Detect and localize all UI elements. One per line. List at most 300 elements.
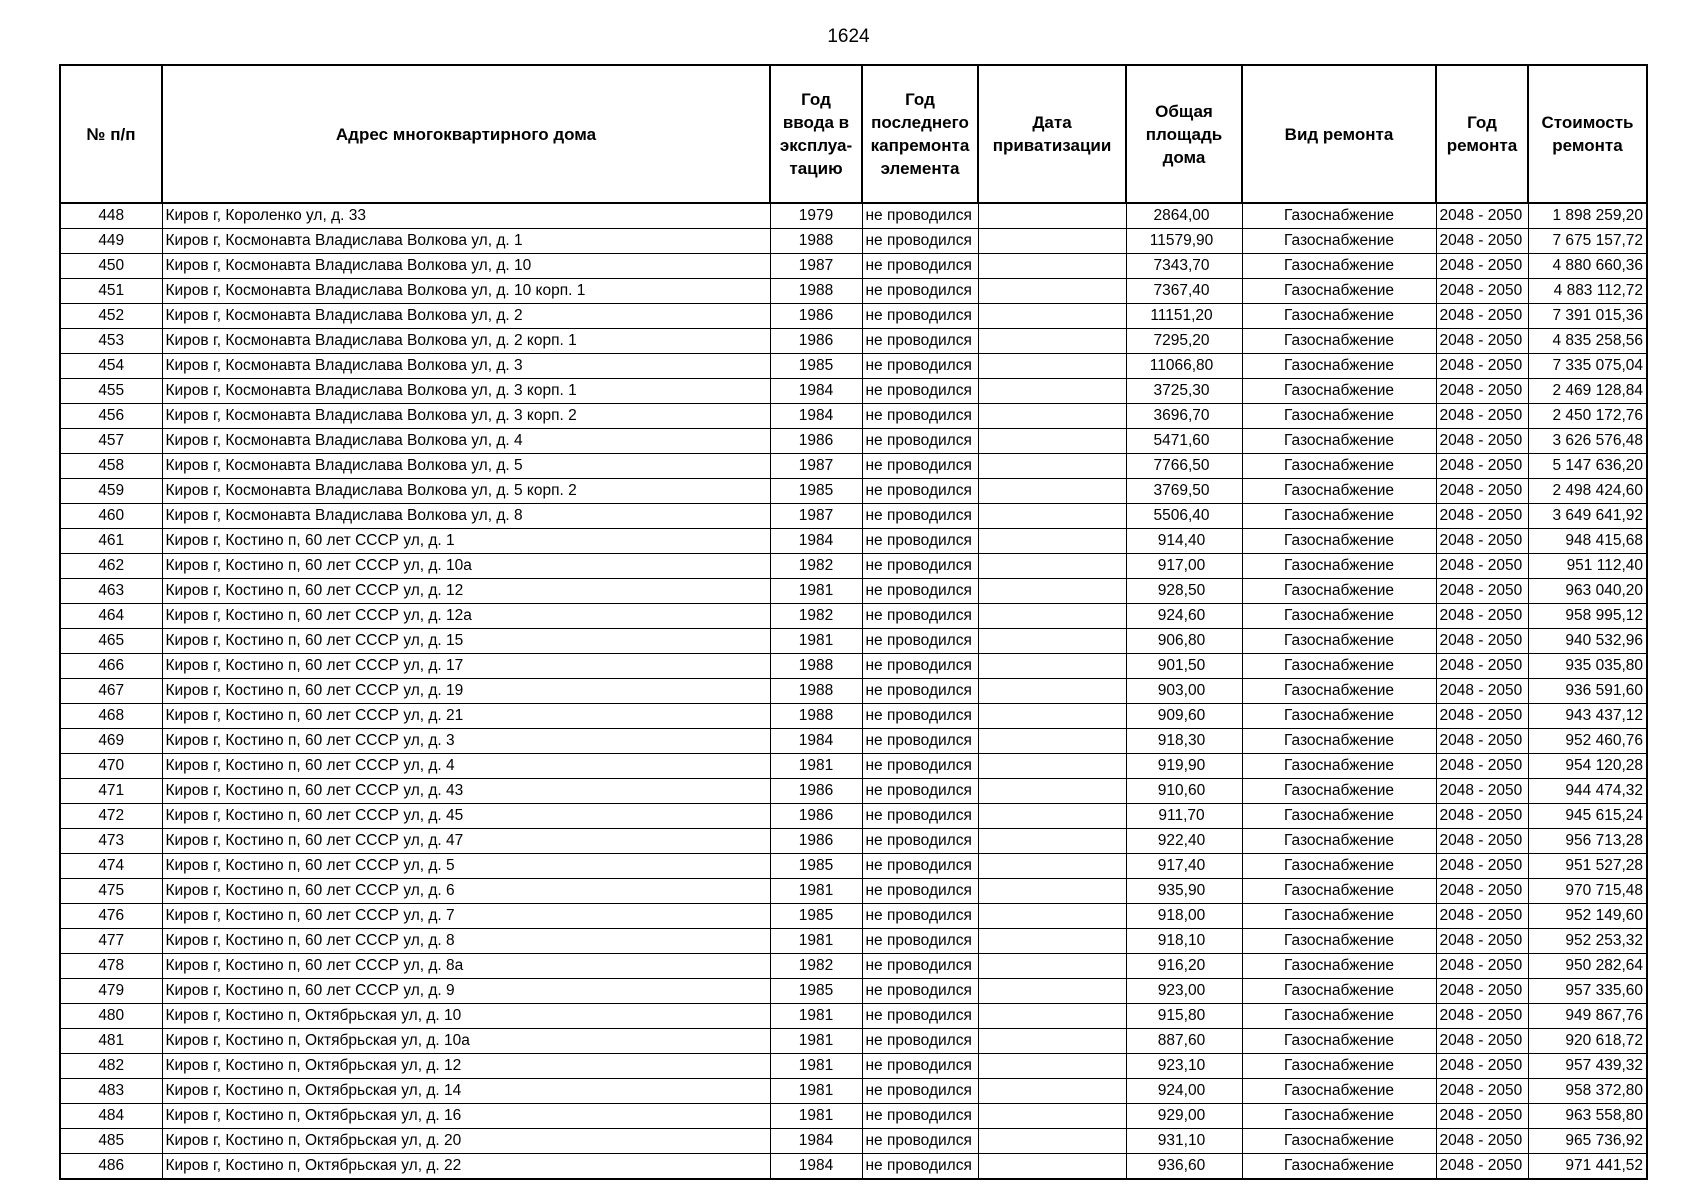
cell-cost: 951 112,40	[1528, 554, 1647, 579]
cell-privatization	[978, 904, 1126, 929]
cell-privatization	[978, 979, 1126, 1004]
cell-repair-type: Газоснабжение	[1242, 504, 1436, 529]
cell-cost: 3 626 576,48	[1528, 429, 1647, 454]
cell-cost: 956 713,28	[1528, 829, 1647, 854]
cell-address: Киров г, Костино п, 60 лет СССР ул, д. 1	[162, 529, 770, 554]
cell-address: Киров г, Костино п, Октябрьская ул, д. 10	[162, 1004, 770, 1029]
cell-repair-year: 2048 - 2050	[1436, 1079, 1528, 1104]
cell-last-repair: не проводился	[862, 354, 978, 379]
cell-address: Киров г, Космонавта Владислава Волкова ул, д. 2 корп. 1	[162, 329, 770, 354]
cell-repair-type: Газоснабжение	[1242, 354, 1436, 379]
cell-privatization	[978, 704, 1126, 729]
cell-area: 918,00	[1126, 904, 1242, 929]
cell-area: 7295,20	[1126, 329, 1242, 354]
cell-privatization	[978, 329, 1126, 354]
cell-last-repair: не проводился	[862, 379, 978, 404]
cell-last-repair: не проводился	[862, 679, 978, 704]
cell-num: 469	[60, 729, 162, 754]
cell-num: 470	[60, 754, 162, 779]
cell-year-built: 1981	[770, 879, 862, 904]
table-row	[60, 454, 1647, 479]
cell-address: Киров г, Костино п, 60 лет СССР ул, д. 8	[162, 929, 770, 954]
cell-year-built: 1984	[770, 1154, 862, 1180]
header-year-built: Год ввода в эксплуа-тацию	[770, 65, 862, 203]
cell-repair-type: Газоснабжение	[1242, 203, 1436, 229]
cell-repair-type: Газоснабжение	[1242, 1129, 1436, 1154]
cell-last-repair: не проводился	[862, 1104, 978, 1129]
cell-cost: 957 439,32	[1528, 1054, 1647, 1079]
cell-repair-year: 2048 - 2050	[1436, 779, 1528, 804]
cell-privatization	[978, 1004, 1126, 1029]
cell-address: Киров г, Костино п, 60 лет СССР ул, д. 19	[162, 679, 770, 704]
cell-year-built: 1986	[770, 779, 862, 804]
cell-num: 476	[60, 904, 162, 929]
cell-privatization	[978, 804, 1126, 829]
cell-last-repair: не проводился	[862, 779, 978, 804]
cell-year-built: 1985	[770, 354, 862, 379]
cell-repair-year: 2048 - 2050	[1436, 454, 1528, 479]
table-row	[60, 529, 1647, 554]
cell-num: 461	[60, 529, 162, 554]
cell-privatization	[978, 779, 1126, 804]
cell-repair-year: 2048 - 2050	[1436, 429, 1528, 454]
cell-area: 928,50	[1126, 579, 1242, 604]
cell-repair-year: 2048 - 2050	[1436, 1054, 1528, 1079]
cell-last-repair: не проводился	[862, 504, 978, 529]
cell-address: Киров г, Костино п, Октябрьская ул, д. 20	[162, 1129, 770, 1154]
cell-last-repair: не проводился	[862, 929, 978, 954]
cell-privatization	[978, 729, 1126, 754]
table-row	[60, 304, 1647, 329]
cell-privatization	[978, 879, 1126, 904]
cell-year-built: 1987	[770, 504, 862, 529]
cell-last-repair: не проводился	[862, 1154, 978, 1180]
cell-repair-type: Газоснабжение	[1242, 879, 1436, 904]
cell-privatization	[978, 504, 1126, 529]
cell-repair-type: Газоснабжение	[1242, 729, 1436, 754]
cell-repair-type: Газоснабжение	[1242, 279, 1436, 304]
cell-repair-year: 2048 - 2050	[1436, 879, 1528, 904]
cell-repair-type: Газоснабжение	[1242, 529, 1436, 554]
cell-cost: 944 474,32	[1528, 779, 1647, 804]
cell-year-built: 1984	[770, 529, 862, 554]
cell-privatization	[978, 1104, 1126, 1129]
cell-num: 482	[60, 1054, 162, 1079]
cell-num: 453	[60, 329, 162, 354]
cell-address: Киров г, Костино п, Октябрьская ул, д. 14	[162, 1079, 770, 1104]
cell-privatization	[978, 279, 1126, 304]
cell-num: 448	[60, 203, 162, 229]
cell-last-repair: не проводился	[862, 754, 978, 779]
cell-privatization	[978, 604, 1126, 629]
cell-num: 467	[60, 679, 162, 704]
cell-privatization	[978, 429, 1126, 454]
cell-address: Киров г, Костино п, 60 лет СССР ул, д. 43	[162, 779, 770, 804]
cell-year-built: 1981	[770, 1029, 862, 1054]
cell-year-built: 1984	[770, 729, 862, 754]
cell-year-built: 1988	[770, 229, 862, 254]
cell-num: 459	[60, 479, 162, 504]
cell-area: 918,10	[1126, 929, 1242, 954]
cell-area: 3725,30	[1126, 379, 1242, 404]
table-row	[60, 679, 1647, 704]
cell-last-repair: не проводился	[862, 579, 978, 604]
cell-year-built: 1982	[770, 604, 862, 629]
cell-repair-year: 2048 - 2050	[1436, 829, 1528, 854]
cell-last-repair: не проводился	[862, 704, 978, 729]
cell-repair-type: Газоснабжение	[1242, 904, 1436, 929]
cell-area: 916,20	[1126, 954, 1242, 979]
header-area: Общая площадь дома	[1126, 65, 1242, 203]
cell-repair-year: 2048 - 2050	[1436, 354, 1528, 379]
table-row	[60, 804, 1647, 829]
table-row	[60, 929, 1647, 954]
cell-year-built: 1986	[770, 829, 862, 854]
cell-repair-year: 2048 - 2050	[1436, 929, 1528, 954]
cell-year-built: 1986	[770, 304, 862, 329]
cell-last-repair: не проводился	[862, 429, 978, 454]
cell-address: Киров г, Костино п, Октябрьская ул, д. 10а	[162, 1029, 770, 1054]
cell-last-repair: не проводился	[862, 879, 978, 904]
cell-area: 936,60	[1126, 1154, 1242, 1180]
cell-privatization	[978, 404, 1126, 429]
cell-cost: 2 469 128,84	[1528, 379, 1647, 404]
header-repair-type: Вид ремонта	[1242, 65, 1436, 203]
cell-privatization	[978, 679, 1126, 704]
cell-area: 914,40	[1126, 529, 1242, 554]
cell-privatization	[978, 1129, 1126, 1154]
cell-cost: 957 335,60	[1528, 979, 1647, 1004]
cell-cost: 920 618,72	[1528, 1029, 1647, 1054]
table-row	[60, 404, 1647, 429]
cell-last-repair: не проводился	[862, 279, 978, 304]
cell-cost: 5 147 636,20	[1528, 454, 1647, 479]
table-row	[60, 754, 1647, 779]
cell-last-repair: не проводился	[862, 904, 978, 929]
cell-repair-type: Газоснабжение	[1242, 429, 1436, 454]
cell-last-repair: не проводился	[862, 1029, 978, 1054]
cell-repair-year: 2048 - 2050	[1436, 629, 1528, 654]
cell-num: 475	[60, 879, 162, 904]
cell-year-built: 1988	[770, 654, 862, 679]
cell-num: 466	[60, 654, 162, 679]
cell-last-repair: не проводился	[862, 604, 978, 629]
cell-num: 478	[60, 954, 162, 979]
cell-year-built: 1984	[770, 379, 862, 404]
cell-privatization	[978, 229, 1126, 254]
cell-privatization	[978, 379, 1126, 404]
cell-repair-type: Газоснабжение	[1242, 1004, 1436, 1029]
cell-address: Киров г, Костино п, 60 лет СССР ул, д. 21	[162, 704, 770, 729]
cell-repair-year: 2048 - 2050	[1436, 1004, 1528, 1029]
cell-repair-year: 2048 - 2050	[1436, 304, 1528, 329]
cell-repair-year: 2048 - 2050	[1436, 729, 1528, 754]
cell-year-built: 1987	[770, 254, 862, 279]
header-repair-year: Год ремонта	[1436, 65, 1528, 203]
cell-area: 901,50	[1126, 654, 1242, 679]
cell-address: Киров г, Космонавта Владислава Волкова ул, д. 3	[162, 354, 770, 379]
cell-num: 483	[60, 1079, 162, 1104]
cell-area: 906,80	[1126, 629, 1242, 654]
cell-num: 477	[60, 929, 162, 954]
cell-year-built: 1981	[770, 754, 862, 779]
cell-last-repair: не проводился	[862, 854, 978, 879]
cell-privatization	[978, 854, 1126, 879]
cell-year-built: 1986	[770, 329, 862, 354]
cell-area: 909,60	[1126, 704, 1242, 729]
cell-address: Киров г, Костино п, 60 лет СССР ул, д. 9	[162, 979, 770, 1004]
table-header-row	[60, 65, 1647, 203]
header-last-repair: Год последнего капремонта элемента	[862, 65, 978, 203]
cell-repair-type: Газоснабжение	[1242, 929, 1436, 954]
cell-area: 924,00	[1126, 1079, 1242, 1104]
cell-area: 887,60	[1126, 1029, 1242, 1054]
cell-privatization	[978, 1054, 1126, 1079]
cell-repair-type: Газоснабжение	[1242, 404, 1436, 429]
cell-year-built: 1981	[770, 579, 862, 604]
repair-table	[59, 64, 1648, 1180]
table-row	[60, 329, 1647, 354]
table-row	[60, 779, 1647, 804]
table-row	[60, 1154, 1647, 1180]
cell-address: Киров г, Костино п, 60 лет СССР ул, д. 47	[162, 829, 770, 854]
cell-repair-type: Газоснабжение	[1242, 454, 1436, 479]
cell-address: Киров г, Космонавта Владислава Волкова ул, д. 1	[162, 229, 770, 254]
cell-num: 465	[60, 629, 162, 654]
cell-last-repair: не проводился	[862, 979, 978, 1004]
table-row	[60, 904, 1647, 929]
cell-cost: 7 675 157,72	[1528, 229, 1647, 254]
cell-address: Киров г, Космонавта Владислава Волкова ул, д. 8	[162, 504, 770, 529]
cell-area: 7367,40	[1126, 279, 1242, 304]
cell-num: 480	[60, 1004, 162, 1029]
cell-address: Киров г, Космонавта Владислава Волкова ул, д. 5 корп. 2	[162, 479, 770, 504]
cell-num: 479	[60, 979, 162, 1004]
cell-repair-type: Газоснабжение	[1242, 229, 1436, 254]
cell-num: 457	[60, 429, 162, 454]
cell-address: Киров г, Короленко ул, д. 33	[162, 203, 770, 229]
header-cost: Стоимость ремонта	[1528, 65, 1647, 203]
cell-last-repair: не проводился	[862, 404, 978, 429]
cell-repair-year: 2048 - 2050	[1436, 1154, 1528, 1180]
cell-last-repair: не проводился	[862, 1079, 978, 1104]
cell-cost: 943 437,12	[1528, 704, 1647, 729]
cell-area: 931,10	[1126, 1129, 1242, 1154]
cell-repair-year: 2048 - 2050	[1436, 479, 1528, 504]
cell-cost: 948 415,68	[1528, 529, 1647, 554]
cell-cost: 2 450 172,76	[1528, 404, 1647, 429]
cell-repair-type: Газоснабжение	[1242, 804, 1436, 829]
table-row	[60, 1104, 1647, 1129]
cell-year-built: 1979	[770, 203, 862, 229]
cell-privatization	[978, 203, 1126, 229]
table-row	[60, 254, 1647, 279]
cell-num: 452	[60, 304, 162, 329]
cell-num: 464	[60, 604, 162, 629]
cell-repair-type: Газоснабжение	[1242, 379, 1436, 404]
table-row	[60, 279, 1647, 304]
cell-last-repair: не проводился	[862, 304, 978, 329]
cell-year-built: 1981	[770, 1004, 862, 1029]
cell-num: 458	[60, 454, 162, 479]
cell-last-repair: не проводился	[862, 654, 978, 679]
table-row	[60, 1079, 1647, 1104]
cell-repair-year: 2048 - 2050	[1436, 754, 1528, 779]
cell-num: 485	[60, 1129, 162, 1154]
cell-address: Киров г, Космонавта Владислава Волкова ул, д. 4	[162, 429, 770, 454]
cell-cost: 936 591,60	[1528, 679, 1647, 704]
cell-last-repair: не проводился	[862, 804, 978, 829]
cell-repair-year: 2048 - 2050	[1436, 379, 1528, 404]
cell-cost: 4 883 112,72	[1528, 279, 1647, 304]
cell-privatization	[978, 254, 1126, 279]
header-address: Адрес многоквартирного дома	[162, 65, 770, 203]
cell-address: Киров г, Костино п, 60 лет СССР ул, д. 12	[162, 579, 770, 604]
table-row	[60, 354, 1647, 379]
cell-privatization	[978, 554, 1126, 579]
table-row	[60, 654, 1647, 679]
cell-last-repair: не проводился	[862, 203, 978, 229]
cell-num: 460	[60, 504, 162, 529]
cell-repair-type: Газоснабжение	[1242, 679, 1436, 704]
cell-area: 3696,70	[1126, 404, 1242, 429]
cell-repair-type: Газоснабжение	[1242, 829, 1436, 854]
cell-area: 911,70	[1126, 804, 1242, 829]
cell-repair-type: Газоснабжение	[1242, 704, 1436, 729]
cell-area: 935,90	[1126, 879, 1242, 904]
table-row	[60, 1004, 1647, 1029]
table-row	[60, 979, 1647, 1004]
cell-cost: 3 649 641,92	[1528, 504, 1647, 529]
cell-year-built: 1981	[770, 1104, 862, 1129]
table-row	[60, 504, 1647, 529]
cell-area: 7766,50	[1126, 454, 1242, 479]
cell-area: 917,40	[1126, 854, 1242, 879]
cell-num: 484	[60, 1104, 162, 1129]
cell-privatization	[978, 579, 1126, 604]
cell-area: 923,00	[1126, 979, 1242, 1004]
cell-privatization	[978, 1154, 1126, 1180]
cell-address: Киров г, Костино п, 60 лет СССР ул, д. 12а	[162, 604, 770, 629]
cell-address: Киров г, Костино п, Октябрьская ул, д. 16	[162, 1104, 770, 1129]
table-row	[60, 879, 1647, 904]
cell-area: 922,40	[1126, 829, 1242, 854]
cell-address: Киров г, Космонавта Владислава Волкова ул, д. 10 корп. 1	[162, 279, 770, 304]
cell-repair-type: Газоснабжение	[1242, 604, 1436, 629]
cell-privatization	[978, 454, 1126, 479]
cell-cost: 950 282,64	[1528, 954, 1647, 979]
cell-area: 924,60	[1126, 604, 1242, 629]
cell-repair-type: Газоснабжение	[1242, 1154, 1436, 1180]
cell-cost: 7 335 075,04	[1528, 354, 1647, 379]
cell-repair-year: 2048 - 2050	[1436, 954, 1528, 979]
cell-repair-year: 2048 - 2050	[1436, 554, 1528, 579]
table-row	[60, 1029, 1647, 1054]
cell-cost: 7 391 015,36	[1528, 304, 1647, 329]
cell-area: 11579,90	[1126, 229, 1242, 254]
cell-privatization	[978, 754, 1126, 779]
cell-address: Киров г, Космонавта Владислава Волкова ул, д. 10	[162, 254, 770, 279]
cell-cost: 958 995,12	[1528, 604, 1647, 629]
cell-repair-year: 2048 - 2050	[1436, 679, 1528, 704]
cell-cost: 963 558,80	[1528, 1104, 1647, 1129]
cell-area: 7343,70	[1126, 254, 1242, 279]
cell-repair-year: 2048 - 2050	[1436, 279, 1528, 304]
cell-repair-type: Газоснабжение	[1242, 329, 1436, 354]
header-num: № п/п	[60, 65, 162, 203]
cell-num: 473	[60, 829, 162, 854]
cell-year-built: 1981	[770, 629, 862, 654]
cell-num: 463	[60, 579, 162, 604]
cell-num: 450	[60, 254, 162, 279]
cell-privatization	[978, 479, 1126, 504]
cell-area: 5506,40	[1126, 504, 1242, 529]
cell-num: 455	[60, 379, 162, 404]
cell-year-built: 1984	[770, 404, 862, 429]
table-row	[60, 229, 1647, 254]
cell-year-built: 1981	[770, 1054, 862, 1079]
cell-address: Киров г, Космонавта Владислава Волкова ул, д. 3 корп. 2	[162, 404, 770, 429]
cell-address: Киров г, Космонавта Владислава Волкова ул, д. 3 корп. 1	[162, 379, 770, 404]
table-row	[60, 379, 1647, 404]
cell-last-repair: не проводился	[862, 629, 978, 654]
cell-year-built: 1985	[770, 979, 862, 1004]
table-body	[60, 203, 1647, 1179]
cell-num: 449	[60, 229, 162, 254]
cell-num: 462	[60, 554, 162, 579]
table-row	[60, 629, 1647, 654]
cell-repair-year: 2048 - 2050	[1436, 504, 1528, 529]
table-row	[60, 954, 1647, 979]
cell-cost: 965 736,92	[1528, 1129, 1647, 1154]
cell-num: 472	[60, 804, 162, 829]
cell-area: 903,00	[1126, 679, 1242, 704]
cell-repair-year: 2048 - 2050	[1436, 1104, 1528, 1129]
cell-address: Киров г, Костино п, Октябрьская ул, д. 12	[162, 1054, 770, 1079]
cell-num: 486	[60, 1154, 162, 1180]
table-row	[60, 704, 1647, 729]
table-row	[60, 479, 1647, 504]
cell-num: 451	[60, 279, 162, 304]
table-row	[60, 854, 1647, 879]
cell-area: 917,00	[1126, 554, 1242, 579]
cell-cost: 951 527,28	[1528, 854, 1647, 879]
cell-address: Киров г, Космонавта Владислава Волкова ул, д. 2	[162, 304, 770, 329]
cell-year-built: 1988	[770, 679, 862, 704]
cell-repair-type: Газоснабжение	[1242, 654, 1436, 679]
cell-repair-type: Газоснабжение	[1242, 629, 1436, 654]
cell-year-built: 1987	[770, 454, 862, 479]
page-number: 1624	[827, 26, 870, 47]
cell-year-built: 1985	[770, 854, 862, 879]
cell-privatization	[978, 654, 1126, 679]
cell-cost: 935 035,80	[1528, 654, 1647, 679]
cell-cost: 952 253,32	[1528, 929, 1647, 954]
cell-address: Киров г, Костино п, 60 лет СССР ул, д. 5	[162, 854, 770, 879]
cell-last-repair: не проводился	[862, 254, 978, 279]
cell-privatization	[978, 629, 1126, 654]
cell-area: 11151,20	[1126, 304, 1242, 329]
cell-last-repair: не проводился	[862, 1054, 978, 1079]
table-row	[60, 203, 1647, 229]
cell-last-repair: не проводился	[862, 829, 978, 854]
cell-repair-year: 2048 - 2050	[1436, 203, 1528, 229]
cell-repair-year: 2048 - 2050	[1436, 604, 1528, 629]
cell-repair-year: 2048 - 2050	[1436, 1029, 1528, 1054]
cell-repair-year: 2048 - 2050	[1436, 854, 1528, 879]
cell-year-built: 1985	[770, 479, 862, 504]
cell-address: Киров г, Костино п, 60 лет СССР ул, д. 10а	[162, 554, 770, 579]
